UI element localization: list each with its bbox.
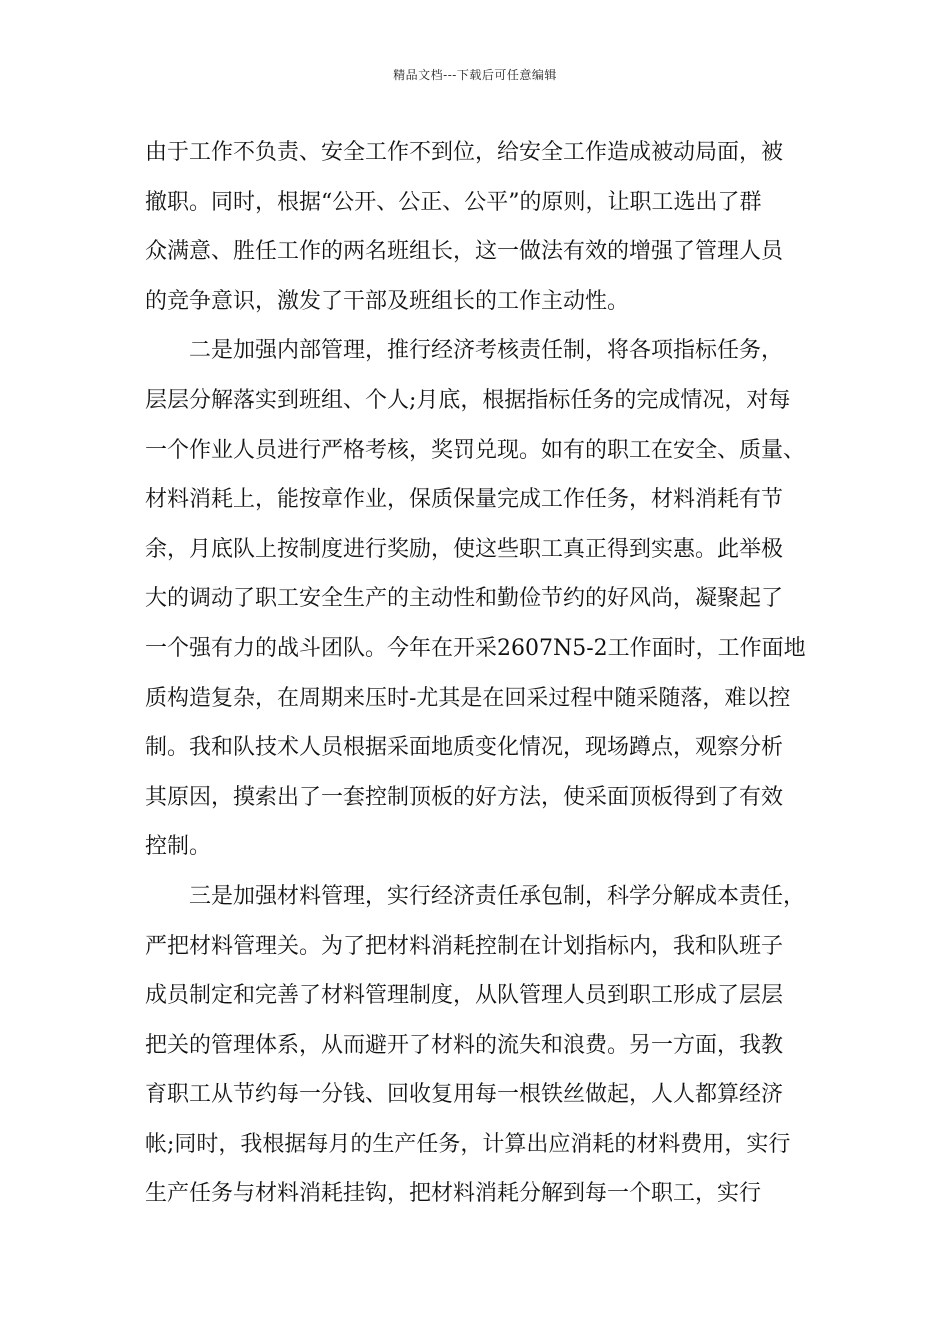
text-line: 严把材料管理关。为了把材料消耗控制在计划指标内，我和队班子: [145, 933, 784, 959]
text-line: 制。我和队技术人员根据采面地质变化情况，现场蹲点，观察分析: [145, 735, 784, 761]
text-line: 众满意、胜任工作的两名班组长，这一做法有效的增强了管理人员: [145, 239, 784, 265]
text-line: 一个强有力的战斗团队。今年在开采2607N5-2工作面时，工作面地: [145, 635, 806, 661]
text-line: 材料消耗上，能按章作业，保质保量完成工作任务，材料消耗有节: [145, 487, 784, 513]
text-line: 帐;同时，我根据每月的生产任务，计算出应消耗的材料费用，实行: [145, 1131, 791, 1157]
text-line: 撤职。同时，根据“公开、公正、公平”的原则，让职工选出了群: [145, 189, 762, 215]
text-line: 成员制定和完善了材料管理制度，从队管理人员到职工形成了层层: [145, 983, 784, 1009]
text-line: 余，月底队上按制度进行奖励，使这些职工真正得到实惠。此举极: [145, 536, 784, 562]
paragraph-start-line: 二是加强内部管理，推行经济考核责任制，将各项指标任务，: [189, 338, 784, 364]
text-line: 由于工作不负责、安全工作不到位，给安全工作造成被动局面，被: [145, 140, 784, 165]
text-line: 一个作业人员进行严格考核，奖罚兑现。如有的职工在安全、质量、: [145, 437, 806, 463]
page-header: 精品文档---下载后可任意编辑: [393, 68, 557, 82]
text-line: 把关的管理体系，从而避开了材料的流失和浪费。另一方面，我教: [145, 1032, 784, 1058]
text-line: 层层分解落实到班组、个人;月底，根据指标任务的完成情况，对每: [145, 387, 791, 413]
text-line: 的竞争意识，激发了干部及班组长的工作主动性。: [145, 288, 630, 314]
text-line: 其原因，摸索出了一套控制顶板的好方法，使采面顶板得到了有效: [145, 784, 784, 810]
text-line: 育职工从节约每一分钱、回收复用每一根铁丝做起，人人都算经济: [145, 1082, 784, 1108]
text-line: 生产任务与材料消耗挂钩，把材料消耗分解到每一个职工，实行: [145, 1181, 762, 1207]
text-line: 质构造复杂，在周期来压时-尤其是在回采过程中随采随落，难以控: [145, 685, 791, 711]
paragraph-start-line: 三是加强材料管理，实行经济责任承包制，科学分解成本责任，: [189, 883, 806, 909]
text-line: 控制。: [145, 834, 212, 860]
document-body: [145, 128, 810, 1219]
text-line: 大的调动了职工安全生产的主动性和勤俭节约的好风尚，凝聚起了: [145, 586, 784, 612]
